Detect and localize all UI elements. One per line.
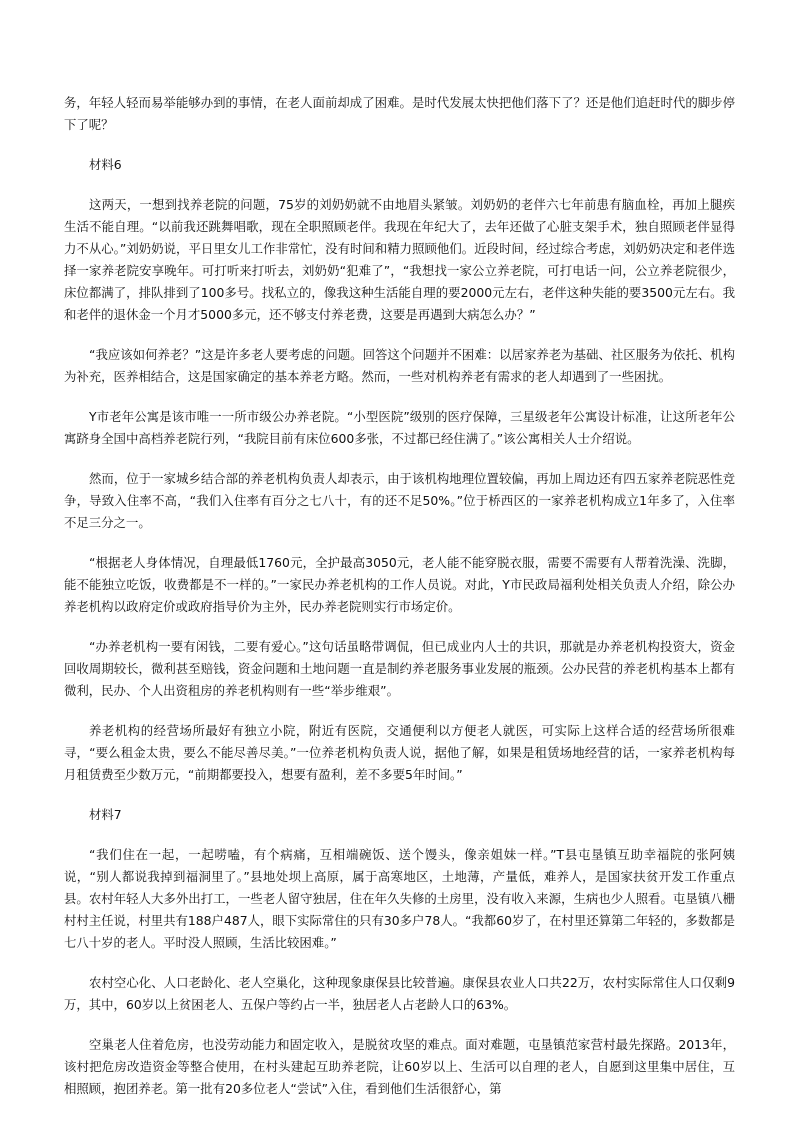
- body-paragraph: “我应该如何养老？”这是许多老人要考虑的问题。回答这个问题并不困难：以居家养老为基础、社区服务为依托、机构为补充，医养相结合，这是国家确定的基本养老方略。然而，一些对机构养老有需求的老人却遇到了一些困扰。: [64, 347, 735, 384]
- body-paragraph: 这两天，一想到找养老院的问题，75岁的刘奶奶就不由地眉头紧皱。刘奶奶的老伴六七年前患有脑血栓，再加上腿疾生活不能自理。“以前我还跳舞唱歌，现在全职照顾老伴。我现在年纪大了，去年还做了心脏支架手术，独自照顾老伴显得力不从心。”刘奶奶说，平日里女儿工作非常忙，没有时间和精力照顾他们。近段时间，经过综合考虑，刘奶奶决定和老伴选择一家养老院安享晚年。可打听来打听去，刘奶奶“犯难了”，“我想找一家公立养老院，可打电话一问，公立养老院很少，床位都满了，排队排到了100多号。找私立的，像我这种生活能自理的要2000元左右，老伴这种失能的要3500元左右。我和老伴的退休金一个月才5000多元，还不够支付养老费，这要是再遇到大病怎么办？”: [64, 197, 735, 322]
- body-paragraph: 务，年轻人轻而易举能够办到的事情，在老人面前却成了困难。是时代发展太快把他们落下了？还是他们追赶时代的脚步停下了呢？: [64, 95, 735, 132]
- body-paragraph: “我们住在一起，一起唠嗑，有个病痛，互相端碗饭、送个馒头，像亲姐妹一样。”T县屯垦镇互助幸福院的张阿姨说，“别人都说我掉到福洞里了。”县地处坝上高原，属于高寒地区，土地薄，产量低，难养人，是国家扶贫开发工作重点县。农村年轻人大多外出打工，一些老人留守独居，住在年久失修的土房里，没有收入来源，生病也少人照看。屯垦镇八栅村村主任说，村里共有188户487人，眼下实际常住的只有30多户78人。“我都60岁了，在村里还算第二年轻的，多数都是七八十岁的老人。平时没人照顾，生活比较困难。”: [64, 847, 735, 950]
- body-paragraph: 农村空心化、人口老龄化、老人空巢化，这种现象康保县比较普遍。康保县农业人口共22万，农村实际常住人口仅剩9万，其中，60岁以上贫困老人、五保户等约占一半，独居老人占老龄人口的63%。: [64, 975, 735, 1012]
- body-paragraph: “办养老机构一要有闲钱，二要有爱心。”这句话虽略带调侃，但已成业内人士的共识，那就是办养老机构投资大，资金回收周期较长，微利甚至赔钱，资金问题和土地问题一直是制约养老服务事业发展的瓶颈。公办民营的养老机构基本上都有微利，民办、个人出资租房的养老机构则有一些“举步维艰”。: [64, 639, 735, 698]
- body-paragraph: 养老机构的经营场所最好有独立小院，附近有医院，交通便利以方便老人就医，可实际上这样合适的经营场所很难寻，“要么租金太贵，要么不能尽善尽美。”一位养老机构负责人说，据他了解，如果是租赁场地经营的话，一家养老机构每月租赁费至少数万元，“前期都要投入，想要有盈利，差不多要5年时间。”: [64, 723, 735, 782]
- section-heading: 材料7: [89, 807, 122, 822]
- body-paragraph: 空巢老人住着危房，也没劳动能力和固定收入，是脱贫攻坚的难点。面对难题，屯垦镇范家营村最先探路。2013年，该村把危房改造资金等整合使用，在村头建起互助养老院，让60岁以上、生活可以自理的老人，自愿到这里集中居住，互相照顾，抱团养老。第一批有20多位老人“尝试”入住，看到他们生活很舒心，第: [64, 1037, 735, 1096]
- body-paragraph: “根据老人身体情况，自理最低1760元，全护最高3050元，老人能不能穿脱衣服，需要不需要有人帮着洗澡、洗脚，能不能独立吃饭，收费都是不一样的。”一家民办养老机构的工作人员说。对此，Y市民政局福利处相关负责人介绍，除公办养老机构以政府定价或政府指导价为主外，民办养老院则实行市场定价。: [64, 555, 735, 614]
- body-paragraph: 然而，位于一家城乡结合部的养老机构负责人却表示，由于该机构地理位置较偏，再加上周边还有四五家养老院恶性竞争，导致入住率不高，“我们入住率有百分之七八十，有的还不足50%。”位于桥西区的一家养老机构成立1年多了，入住率不足三分之一。: [64, 471, 735, 530]
- body-paragraph: Y市老年公寓是该市唯一一所市级公办养老院。“小型医院”级别的医疗保障，三星级老年公寓设计标准，让这所老年公寓跻身全国中高档养老院行列，“我院目前有床位600多张，不过都已经住满了。”该公寓相关人士介绍说。: [64, 409, 735, 446]
- section-heading: 材料6: [89, 157, 122, 172]
